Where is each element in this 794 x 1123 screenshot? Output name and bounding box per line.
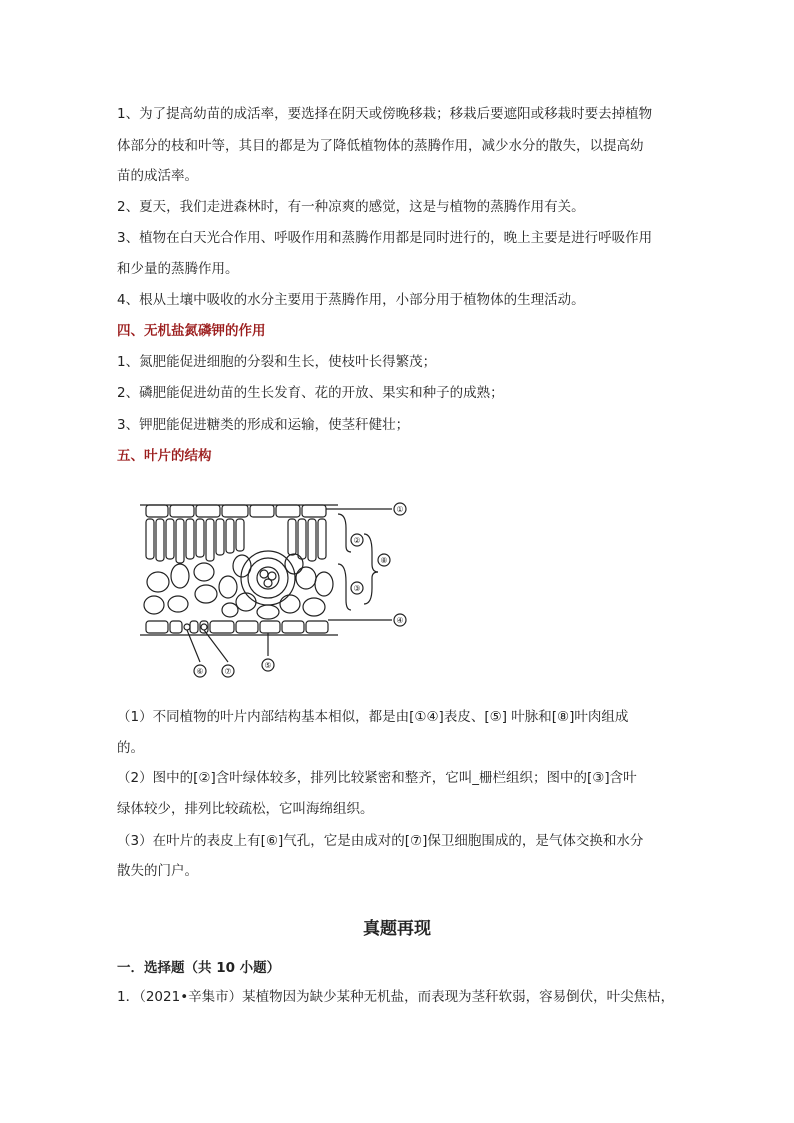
paragraph-line: 绿体较少，排列比较疏松，它叫海绵组织。 [117,801,374,817]
diagram-label-5: ⑤ [264,661,272,670]
paragraph-line: （2）图中的[②]含叶绿体较多，排列比较紧密和整齐，它叫_栅栏组织；图中的[③]含叶 [117,770,637,786]
section-heading: 五、叶片的结构 [117,448,212,464]
paragraph-line: 体部分的枝和叶等，其目的都是为了降低植物体的蒸腾作用，减少水分的散失，以提高幼 [117,138,644,154]
leaf-cross-section-diagram [138,492,418,687]
diagram-label-4: ④ [396,616,404,625]
paragraph-line: 2、磷肥能促进幼苗的生长发育、花的开放、果实和种子的成熟； [117,385,504,401]
paragraph-line: （1）不同植物的叶片内部结构基本相似，都是由[①④]表皮、[⑤] 叶脉和[⑧]叶肉组成 [117,709,629,725]
diagram-label-7: ⑦ [224,667,232,676]
paragraph-line: 1、为了提高幼苗的成活率，要选择在阴天或傍晚移栽；移栽后要遮阳或移栽时要去掉植物 [117,106,653,122]
diagram-label-2: ② [353,536,361,545]
paragraph-line: 2、夏天，我们走进森林时，有一种凉爽的感觉，这是与植物的蒸腾作用有关。 [117,199,585,215]
exam-section-title: 真题再现 [363,919,431,939]
paragraph-line: 的。 [117,740,144,756]
paragraph-line: 4、根从土壤中吸收的水分主要用于蒸腾作用，小部分用于植物体的生理活动。 [117,292,585,308]
question-group-heading: 一．选择题（共 10 小题） [117,960,281,976]
question-text: 1．（2021•辛集市）某植物因为缺少某种无机盐，而表现为茎秆软弱，容易倒伏，叶尖焦枯， [117,989,675,1005]
paragraph-line: （3）在叶片的表皮上有[⑥]气孔，它是由成对的[⑦]保卫细胞围成的，是气体交换和水分 [117,833,644,849]
paragraph-line: 1、氮肥能促进细胞的分裂和生长，使枝叶长得繁茂； [117,354,437,370]
diagram-label-8: ⑧ [380,556,388,565]
diagram-label-6: ⑥ [196,667,204,676]
paragraph-line: 3、植物在白天光合作用、呼吸作用和蒸腾作用都是同时进行的，晚上主要是进行呼吸作用 [117,230,653,246]
diagram-label-1: ① [396,505,404,514]
paragraph-line: 3、钾肥能促进糖类的形成和运输，使茎秆健壮； [117,417,410,433]
paragraph-line: 苗的成活率。 [117,168,198,184]
paragraph-line: 和少量的蒸腾作用。 [117,261,239,277]
diagram-label-3: ③ [353,584,361,593]
paragraph-line: 散失的门户。 [117,863,198,879]
section-heading: 四、无机盐氮磷钾的作用 [117,323,266,339]
